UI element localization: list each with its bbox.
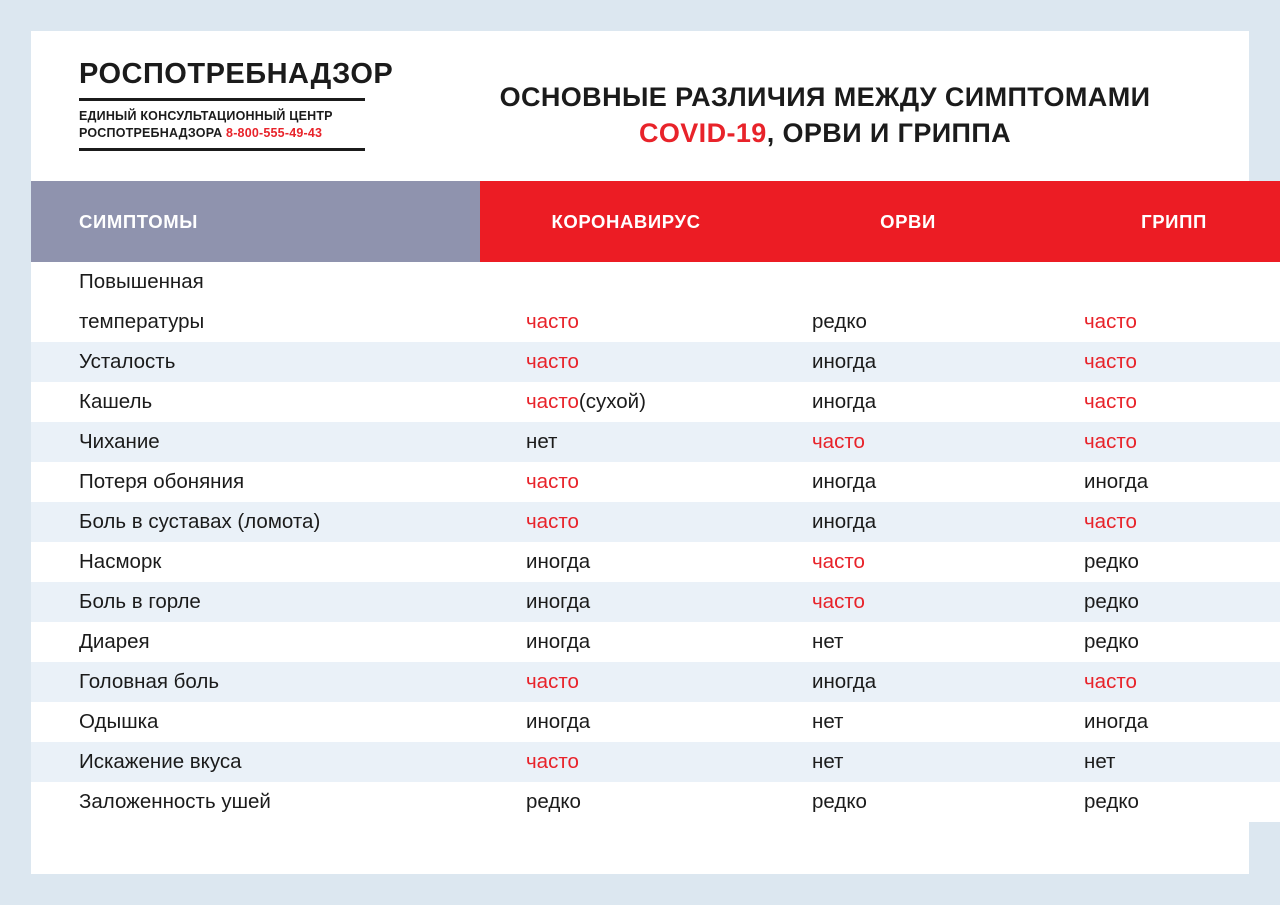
symptom-comparison-table <box>31 181 1280 822</box>
value-coronavirus: иногда <box>480 622 772 662</box>
table-row <box>31 662 1280 702</box>
table-row <box>31 462 1280 502</box>
symptom-label: Кашель <box>31 382 480 422</box>
symptom-label: температуры <box>31 302 480 342</box>
value-coronavirus: иногда <box>480 542 772 582</box>
value-grip: редко <box>1044 582 1280 622</box>
column-header-orvi: ОРВИ <box>772 181 1044 262</box>
column-header-grip: ГРИПП <box>1044 181 1280 262</box>
symptom-label: Боль в суставах (ломота) <box>31 502 480 542</box>
value-orvi: иногда <box>772 382 1044 422</box>
brand-block <box>31 59 431 151</box>
symptom-label: Головная боль <box>31 662 480 702</box>
value-coronavirus: часто <box>480 742 772 782</box>
table-row <box>31 382 1280 422</box>
value-orvi: нет <box>772 622 1044 662</box>
table-row <box>31 302 1280 342</box>
value-coronavirus: часто <box>480 302 772 342</box>
symptom-label: Заложенность ушей <box>31 782 480 822</box>
value-orvi: редко <box>772 782 1044 822</box>
symptom-label: Повышенная <box>31 262 480 302</box>
table-row <box>31 542 1280 582</box>
value-grip: редко <box>1044 542 1280 582</box>
value-orvi: нет <box>772 702 1044 742</box>
value-orvi: нет <box>772 742 1044 782</box>
value-grip <box>1044 262 1280 302</box>
value-orvi <box>772 262 1044 302</box>
value-grip: редко <box>1044 622 1280 662</box>
table-row <box>31 742 1280 782</box>
value-coronavirus: редко <box>480 782 772 822</box>
value-grip: часто <box>1044 302 1280 342</box>
title-line-2-rest: , ОРВИ И ГРИППА <box>766 118 1012 149</box>
comparison-table-wrapper <box>31 181 1249 870</box>
table-bottom-spacer <box>31 822 1249 870</box>
symptom-label: Насморк <box>31 542 480 582</box>
value-orvi: часто <box>772 582 1044 622</box>
value-orvi: иногда <box>772 502 1044 542</box>
table-row <box>31 422 1280 462</box>
value-grip: часто <box>1044 502 1280 542</box>
value-coronavirus: иногда <box>480 702 772 742</box>
value-coronavirus: часто <box>480 662 772 702</box>
symptom-label: Потеря обоняния <box>31 462 480 502</box>
table-header-row <box>31 181 1280 262</box>
value-orvi: часто <box>772 422 1044 462</box>
symptom-label: Усталость <box>31 342 480 382</box>
value-grip: редко <box>1044 782 1280 822</box>
value-grip: часто <box>1044 662 1280 702</box>
value-coronavirus: часто <box>480 342 772 382</box>
table-row <box>31 502 1280 542</box>
value-coronavirus: иногда <box>480 582 772 622</box>
symptom-label: Боль в горле <box>31 582 480 622</box>
column-header-coronavirus: КОРОНАВИРУС <box>480 181 772 262</box>
poster-title <box>431 59 1249 152</box>
value-grip: часто <box>1044 342 1280 382</box>
value-orvi: иногда <box>772 342 1044 382</box>
value-orvi: иногда <box>772 462 1044 502</box>
value-grip: часто <box>1044 422 1280 462</box>
consultation-center-line2: РОСПОТРЕБНАДЗОРА <box>79 125 223 140</box>
table-row <box>31 702 1280 742</box>
column-header-symptoms: СИМПТОМЫ <box>31 181 480 262</box>
value-coronavirus: часто(сухой) <box>480 382 772 422</box>
value-coronavirus <box>480 262 772 302</box>
value-orvi: редко <box>772 302 1044 342</box>
brand-divider-top <box>79 98 365 101</box>
value-orvi: часто <box>772 542 1044 582</box>
table-row <box>31 582 1280 622</box>
value-grip: нет <box>1044 742 1280 782</box>
value-grip: часто <box>1044 382 1280 422</box>
table-body <box>31 262 1280 822</box>
organization-name: РОСПОТРЕБНАДЗОР <box>79 58 394 90</box>
table-row <box>31 262 1280 302</box>
table-head <box>31 181 1280 262</box>
value-grip: иногда <box>1044 702 1280 742</box>
value-grip: иногда <box>1044 462 1280 502</box>
consultation-center-line2-row <box>79 125 431 142</box>
hotline-phone: 8-800-555-49-43 <box>226 125 323 140</box>
value-orvi: иногда <box>772 662 1044 702</box>
table-row <box>31 342 1280 382</box>
title-line-2 <box>431 115 1219 151</box>
title-line-1: ОСНОВНЫЕ РАЗЛИЧИЯ МЕЖДУ СИМПТОМАМИ <box>499 82 1151 112</box>
brand-divider-bottom <box>79 148 365 151</box>
value-coronavirus: часто <box>480 462 772 502</box>
table-row <box>31 782 1280 822</box>
poster-card <box>31 31 1249 874</box>
value-coronavirus: нет <box>480 422 772 462</box>
consultation-center-line1: ЕДИНЫЙ КОНСУЛЬТАЦИОННЫЙ ЦЕНТР <box>79 108 333 123</box>
title-covid-label: COVID-19 <box>638 118 767 149</box>
symptom-label: Чихание <box>31 422 480 462</box>
value-coronavirus: часто <box>480 502 772 542</box>
symptom-label: Диарея <box>31 622 480 662</box>
poster-header <box>31 31 1249 181</box>
symptom-label: Одышка <box>31 702 480 742</box>
symptom-label: Искажение вкуса <box>31 742 480 782</box>
table-row <box>31 622 1280 662</box>
